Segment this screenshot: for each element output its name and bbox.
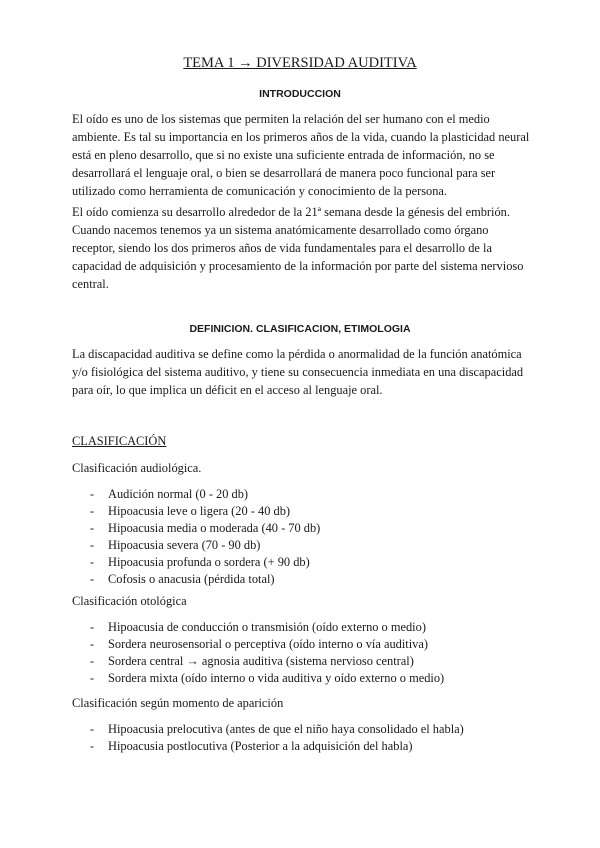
list-item: - Hipoacusia severa (70 - 90 db) <box>90 538 261 552</box>
list-item: - Sordera neurosensorial o perceptiva (oído interno o vía auditiva) <box>90 637 428 651</box>
definition-heading: DEFINICION. CLASIFICACION, ETIMOLOGIA <box>189 323 411 335</box>
list-item: - Hipoacusia de conducción o transmisión (oído externo o medio) <box>90 620 426 634</box>
audiological-list <box>72 486 532 588</box>
list-item: - Hipoacusia leve o ligera (20 - 40 db) <box>90 504 291 518</box>
list-item: - Hipoacusia prelocutiva (antes de que el niño haya consolidado el habla) <box>90 722 464 736</box>
intro-paragraph-2: El oído comienza su desarrollo alrededor de la 21ª semana desde la génesis del embrión. Cuando nacemos tenemos ya un sistema anatómicamente desarrollado como órgano receptor, siendo los dos primeros años de vida fundamentales para el desarrollo de la capacidad de adquisición y procesamiento de la información por parte del sistema nervioso central. <box>72 205 524 291</box>
dash-bullet: - <box>90 654 95 668</box>
intro-paragraph-1: El oído es uno de los sistemas que permiten la relación del ser humano con el medio ambiente. Es tal su importancia en los primeros años de la vida, cuando la plasticidad neural está en pleno desarrollo, que si no existe una suficiente entrada de información, no se desarrollará el lenguaje oral, o bien se desarrollará de manera poco funcional para ser utilizado como herramienta de comunicación y conocimiento de la persona. <box>72 112 530 198</box>
list-item: - Cofosis o anacusia (pérdida total) <box>90 572 275 586</box>
dash-bullet: - <box>90 671 95 685</box>
classification-group-label: Clasificación audiológica. <box>72 461 202 475</box>
document-title: TEMA 1 → DIVERSIDAD AUDITIVA <box>183 55 417 71</box>
dash-bullet: - <box>90 555 95 569</box>
list-item: - Hipoacusia media o moderada (40 - 70 db) <box>90 521 321 535</box>
list-item: - Sordera central → agnosia auditiva (sistema nervioso central) <box>90 654 414 668</box>
list-item: - Audición normal (0 - 20 db) <box>90 487 249 501</box>
dash-bullet: - <box>90 504 95 518</box>
list-item: - Sordera mixta (oído interno o vida auditiva y oído externo o medio) <box>90 671 445 685</box>
dash-bullet: - <box>90 572 95 586</box>
classification-group-label: Clasificación según momento de aparición <box>72 696 284 710</box>
dash-bullet: - <box>90 538 95 552</box>
dash-bullet: - <box>90 487 95 501</box>
dash-bullet: - <box>90 620 95 634</box>
list-item: - Hipoacusia profunda o sordera (+ 90 db) <box>90 555 310 569</box>
intro-heading: INTRODUCCION <box>259 88 341 100</box>
dash-bullet: - <box>90 521 95 535</box>
definition-paragraph: La discapacidad auditiva se define como la pérdida o anormalidad de la función anatómica y/o fisiológica del sistema auditivo, y tiene su consecuencia inmediata en una discapacidad para oír, lo que implica un déficit en el acceso al lenguaje oral. <box>72 347 524 397</box>
otological-list <box>72 619 532 687</box>
onset-list <box>72 721 532 755</box>
dash-bullet: - <box>90 722 95 736</box>
list-item: - Hipoacusia postlocutiva (Posterior a la adquisición del habla) <box>90 739 413 753</box>
classification-heading: CLASIFICACIÓN <box>72 434 167 448</box>
classification-group-label: Clasificación otológica <box>72 594 187 608</box>
dash-bullet: - <box>90 739 95 753</box>
dash-bullet: - <box>90 637 95 651</box>
